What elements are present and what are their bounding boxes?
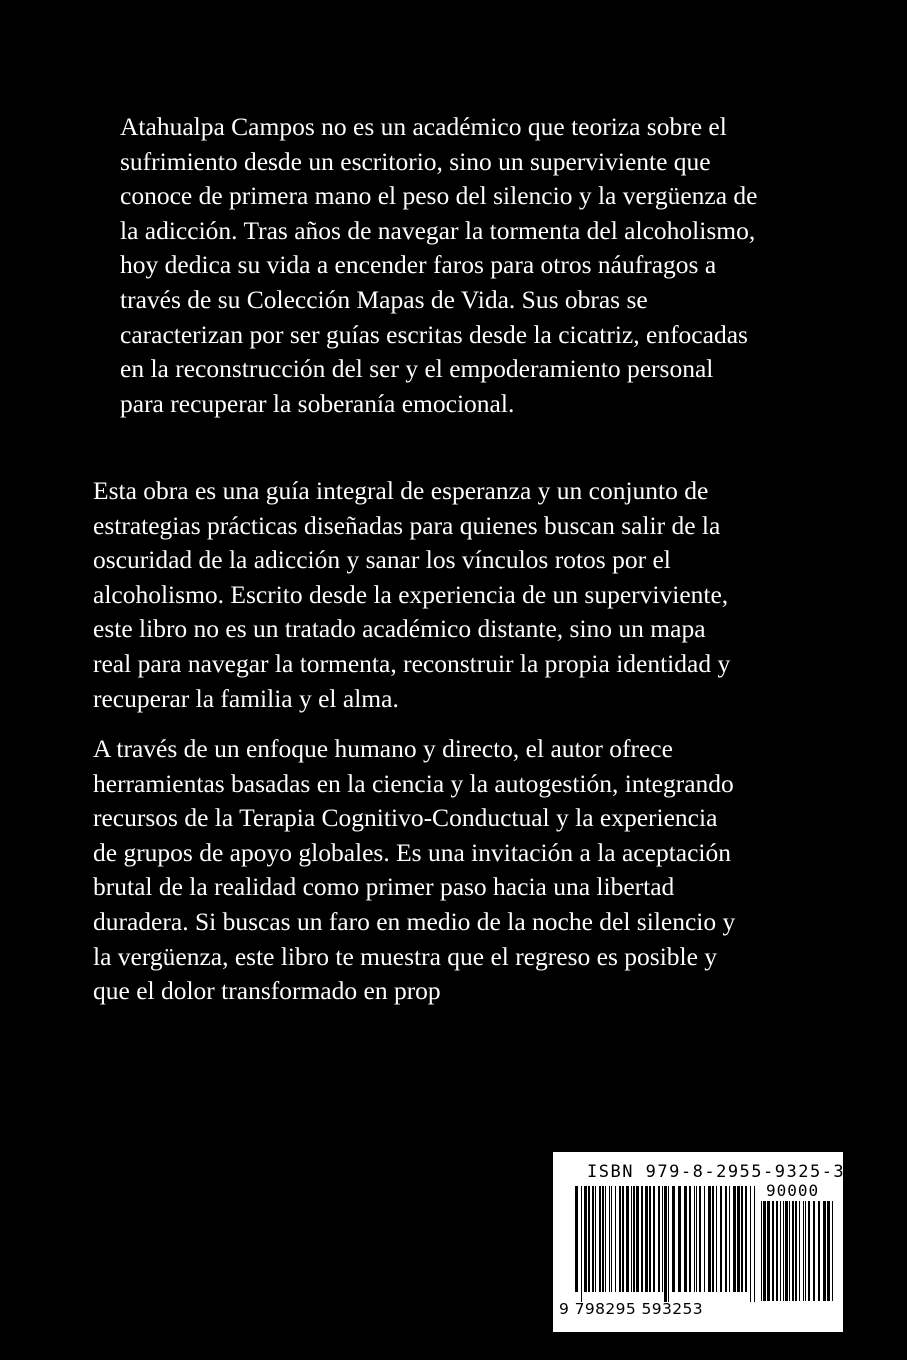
barcode-bar xyxy=(792,1201,794,1301)
ean-digits: 9 798295 593253 xyxy=(559,1300,704,1318)
barcode-bar xyxy=(689,1186,691,1292)
barcode-bar xyxy=(649,1186,651,1292)
barcode-bar xyxy=(694,1186,695,1292)
barcode-bar xyxy=(785,1201,788,1301)
barcode-bar xyxy=(592,1186,594,1292)
book-description-paragraph xyxy=(93,474,730,716)
barcode-bar xyxy=(799,1201,800,1301)
barcode-bar xyxy=(737,1186,740,1292)
text-line: la vergüenza, este libro te muestra que el regreso es posible y xyxy=(93,941,718,971)
text-line: A través de un enfoque humano y directo, el autor ofrece xyxy=(93,734,673,763)
barcode-bar xyxy=(754,1186,755,1302)
barcode-bar xyxy=(789,1201,790,1301)
text-line: Esta obra es una guía integral de esperanza y un conjunto de xyxy=(93,476,709,505)
barcode-bar xyxy=(772,1201,774,1301)
barcode-bar xyxy=(761,1201,762,1301)
barcode-bar xyxy=(729,1186,730,1292)
barcode-bar xyxy=(658,1186,660,1292)
barcode-bar xyxy=(763,1201,766,1301)
text-line: en la reconstrucción del ser y el empoderamiento personal xyxy=(120,354,714,384)
barcode-bar xyxy=(599,1186,601,1292)
barcode-bars xyxy=(575,1186,757,1302)
barcode-bar xyxy=(645,1186,648,1292)
text-line: Atahualpa Campos no es un académico que teoriza sobre el xyxy=(120,112,727,141)
text-line: que el dolor transformado en prop xyxy=(93,976,441,1006)
barcode-bar xyxy=(767,1201,770,1301)
barcode-bar xyxy=(584,1186,587,1292)
price-addon-label: 90000 xyxy=(766,1181,820,1200)
text-line: duradera. Si buscas un faro en medio de la noche del silencio y xyxy=(93,906,736,936)
barcode-bar xyxy=(641,1186,643,1292)
isbn-label: ISBN 979-8-2955-9325-3 xyxy=(587,1162,846,1182)
barcode-bar xyxy=(720,1186,722,1292)
barcode-bar xyxy=(678,1186,681,1292)
text-line: de grupos de apoyo globales. Es una invitación a la aceptación xyxy=(93,837,731,867)
text-line: estrategias prácticas diseñadas para quienes buscan salir de la xyxy=(93,510,721,540)
barcode-bar xyxy=(653,1186,655,1292)
barcode-bar xyxy=(733,1186,736,1292)
barcode-bar xyxy=(672,1186,675,1292)
barcode-bar xyxy=(783,1201,784,1301)
barcode-bar xyxy=(602,1186,604,1292)
barcode-bar xyxy=(609,1186,610,1292)
text-line: alcoholismo. Escrito desde la experiencia de un superviviente, xyxy=(93,579,729,609)
barcode-bar xyxy=(716,1186,717,1292)
barcode-bar xyxy=(588,1186,590,1292)
text-line: brutal de la realidad como primer paso hacia una libertad xyxy=(93,872,675,902)
barcode-bar xyxy=(636,1186,639,1292)
barcode-bar xyxy=(633,1186,635,1292)
barcode-bar xyxy=(803,1201,804,1301)
text-line: través de su Colección Mapas de Vida. Sus obras se xyxy=(120,284,648,314)
barcode-bar xyxy=(662,1186,663,1292)
author-bio-paragraph xyxy=(120,110,757,421)
text-line: recursos de la Terapia Cognitivo-Conductual y la experiencia xyxy=(93,803,718,833)
barcode-bar xyxy=(805,1201,806,1301)
barcode-bar xyxy=(684,1186,687,1292)
barcode-bar xyxy=(832,1201,833,1301)
addon-barcode-bars xyxy=(761,1201,833,1301)
approach-paragraph xyxy=(93,732,735,1009)
text-line: caracterizan por ser guías escritas desde la cicatriz, enfocadas xyxy=(120,319,748,349)
barcode-bar xyxy=(745,1186,747,1292)
barcode-bar xyxy=(776,1201,778,1301)
barcode-bar xyxy=(664,1186,667,1302)
barcode-bar xyxy=(813,1201,815,1301)
barcode-bar xyxy=(615,1186,616,1292)
text-line: real para navegar la tormenta, reconstruir la propia identidad y xyxy=(93,648,731,678)
barcode-bar xyxy=(823,1201,826,1301)
text-line: la adicción. Tras años de navegar la tormenta del alcoholismo, xyxy=(120,215,756,245)
barcode-bar xyxy=(631,1186,632,1292)
barcode-bar xyxy=(668,1186,669,1302)
text-line: oscuridad de la adicción y sanar los vínculos rotos por el xyxy=(93,545,671,575)
barcode-bar xyxy=(611,1186,612,1292)
barcode-bar xyxy=(795,1201,797,1301)
barcode-bar xyxy=(619,1186,621,1292)
barcode-bar xyxy=(605,1186,606,1292)
barcode-bar xyxy=(622,1186,624,1292)
isbn-barcode xyxy=(553,1152,846,1332)
barcode-bar xyxy=(708,1186,711,1292)
text-line: hoy dedica su vida a encender faros para otros náufragos a xyxy=(120,250,717,280)
barcode-bar xyxy=(699,1186,701,1292)
barcode-bar xyxy=(725,1186,727,1292)
barcode-bar xyxy=(626,1186,629,1292)
barcode-bar xyxy=(818,1201,820,1301)
barcode-bar xyxy=(696,1186,697,1292)
text-line: recuperar la familia y el alma. xyxy=(93,683,399,713)
text-line: para recuperar la soberanía emocional. xyxy=(120,388,515,418)
text-line: este libro no es un tratado académico distante, sino un mapa xyxy=(93,614,706,644)
barcode-bar xyxy=(780,1201,781,1301)
text-line: herramientas basadas en la ciencia y la autogestión, integrando xyxy=(93,768,734,798)
barcode-bar xyxy=(808,1201,810,1301)
barcode-bar xyxy=(575,1186,578,1292)
barcode-bar xyxy=(704,1186,705,1292)
barcode-bar xyxy=(741,1186,743,1292)
barcode-bar xyxy=(595,1186,596,1292)
text-line: conoce de primera mano el peso del silencio y la vergüenza de xyxy=(120,181,758,211)
barcode-bar xyxy=(712,1186,714,1292)
barcode-bar xyxy=(827,1201,830,1301)
text-line: sufrimiento desde un escritorio, sino un superviviente que xyxy=(120,146,711,176)
barcode-bar xyxy=(750,1186,751,1302)
barcode-bar xyxy=(581,1186,582,1302)
